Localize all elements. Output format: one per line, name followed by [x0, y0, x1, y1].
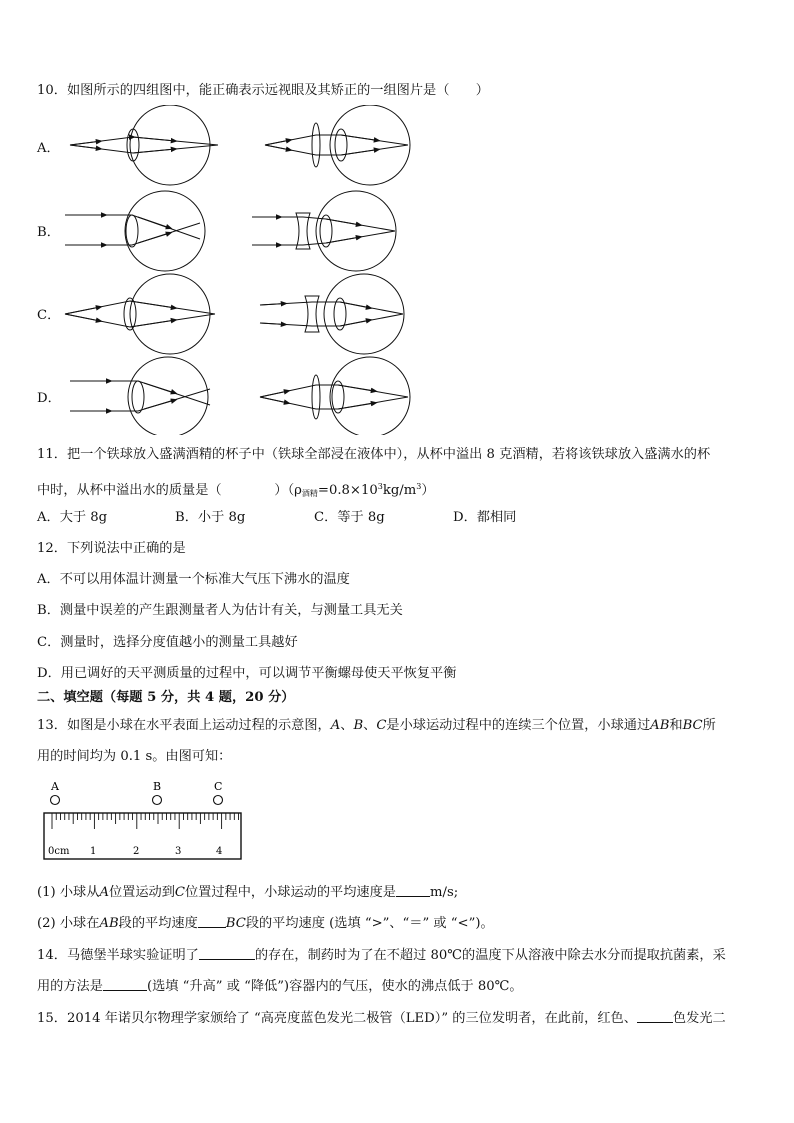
rho-subscript: 酒精	[301, 489, 318, 498]
answer-blank[interactable]	[198, 915, 226, 928]
diagram-c-corrected	[260, 274, 404, 354]
diagram-a-eye	[70, 105, 218, 185]
q12-stem: 12．下列说法中正确的是	[37, 541, 186, 556]
q13-sub1d: m/s;	[430, 885, 459, 900]
q10-option-c-label: C．	[37, 308, 61, 323]
ball-label-c: C	[214, 780, 223, 793]
ball-c	[214, 796, 223, 805]
q11-stem-line2	[37, 478, 435, 503]
diagram-d-corrected	[260, 357, 410, 435]
segment-ab-ref: AB	[99, 916, 119, 931]
q11-option-c: C．等于 8g	[314, 510, 385, 525]
ball-label-a: A	[51, 780, 59, 793]
q10-option-b-label: B．	[37, 225, 60, 240]
eye-diagrams-figure	[60, 105, 420, 435]
q13-sub1a: (1) 小球从	[37, 885, 100, 900]
q13-sub1	[37, 884, 458, 902]
q11-option-a: A．大于 8g	[37, 510, 108, 525]
ball-b	[153, 796, 162, 805]
diagram-c-eye	[65, 274, 215, 354]
q11-line2d: ）	[421, 483, 435, 498]
q14-line2	[37, 978, 523, 996]
q13-stem-line1	[37, 717, 716, 735]
q15-line1b: 色发光二	[672, 1011, 726, 1026]
answer-blank[interactable]	[396, 884, 430, 897]
segment-ab-ref: AB	[650, 718, 670, 733]
tick-label-2: 2	[133, 846, 140, 857]
ball-a	[51, 796, 60, 805]
q13-stem-line2: 用的时间均为 0.1 s。由图可知：	[37, 749, 232, 764]
q13-sub2	[37, 915, 494, 933]
q13-sub2c: 段的平均速度 (选填 “>”、“＝” 或 “<”)。	[245, 916, 494, 931]
q13-line1b: 是小球运动过程中的连续三个位置，小球通过	[386, 718, 651, 733]
point-a-ref: A	[99, 885, 109, 900]
q11-line2a: 中时，从杯中溢出水的质量是（ ）（ρ	[37, 483, 302, 498]
tick-label-3: 3	[175, 846, 182, 857]
q11-option-b: B．小于 8g	[175, 510, 246, 525]
q11-line2b: =0.8×10	[317, 483, 378, 498]
q13-line1a: 13．如图是小球在水平表面上运动过程的示意图，	[37, 718, 331, 733]
answer-blank[interactable]	[103, 978, 147, 991]
q10-option-d-label: D．	[37, 391, 61, 406]
unit-exponent: 3	[416, 482, 422, 491]
diagram-b-eye	[65, 191, 205, 271]
answer-blank[interactable]	[637, 1010, 673, 1023]
sep: 、	[340, 718, 354, 733]
q13-line1c: 所	[702, 718, 716, 733]
tick-label-0: 0cm	[48, 846, 70, 857]
segment-bc-ref: BC	[682, 718, 703, 733]
q12-option-a: A．不可以用体温计测量一个标准大气压下沸水的温度	[37, 572, 350, 587]
q15-line1	[37, 1010, 726, 1028]
diagram-b-corrected	[252, 191, 396, 271]
q10-stem: 10．如图所示的四组图中，能正确表示远视眼及其矫正的一组图片是（ ）	[37, 83, 489, 98]
q14-line2b: (选填 “升高” 或 “降低”)容器内的气压，使水的沸点低于 80℃。	[146, 979, 523, 994]
q12-option-b: B．测量中误差的产生跟测量者人为估计有关，与测量工具无关	[37, 603, 403, 618]
exponent: 3	[377, 482, 383, 491]
q13-sub2b: 段的平均速度	[118, 916, 198, 931]
diagram-d-eye	[70, 357, 210, 435]
point-b-ref: B	[353, 718, 364, 733]
section-heading: 二、填空题（每题 5 分，共 4 题，20 分）	[37, 690, 295, 705]
segment-bc-ref: BC	[225, 916, 246, 931]
diagram-a-corrected	[265, 105, 410, 185]
q12-option-c: C．测量时，选择分度值越小的测量工具越好	[37, 635, 298, 650]
q14-line2a: 用的方法是	[37, 979, 103, 994]
q14-line1	[37, 947, 726, 965]
q13-sub1b: 位置运动到	[108, 885, 175, 900]
point-c-ref: C	[174, 885, 185, 900]
q15-line1a: 15．2014 年诺贝尔物理学家颁给了 “高亮度蓝色发光二极管（LED）” 的三位发明者，在此前，红色、	[37, 1011, 637, 1026]
point-c-ref: C	[376, 718, 387, 733]
conj: 和	[669, 718, 683, 733]
point-a-ref: A	[330, 718, 341, 733]
ball-label-b: B	[153, 780, 162, 793]
q12-option-d: D．用已调好的天平测质量的过程中，可以调节平衡螺母使天平恢复平衡	[37, 666, 457, 681]
q11-stem-line1: 11．把一个铁球放入盛满酒精的杯子中（铁球全部浸在液体中），从杯中溢出 8 克酒精，若将该铁球放入盛满水的杯	[37, 447, 711, 462]
q13-sub2a: (2) 小球在	[37, 916, 100, 931]
q10-option-a-label: A．	[37, 141, 60, 156]
q14-line1a: 14．马德堡半球实验证明了	[37, 948, 199, 963]
q13-sub1c: 位置过程中，小球运动的平均速度是	[185, 885, 396, 900]
ruler-figure	[40, 778, 250, 863]
tick-label-4: 4	[216, 846, 223, 857]
q14-line1b: 的存在，制药时为了在不超过 80℃的温度下从溶液中除去水分而提取抗菌素，采	[254, 948, 726, 963]
answer-blank[interactable]	[199, 947, 255, 960]
q11-option-d: D．都相同	[453, 510, 517, 525]
q11-line2c: kg/m	[382, 483, 417, 498]
sep: 、	[363, 718, 377, 733]
tick-label-1: 1	[90, 846, 97, 857]
